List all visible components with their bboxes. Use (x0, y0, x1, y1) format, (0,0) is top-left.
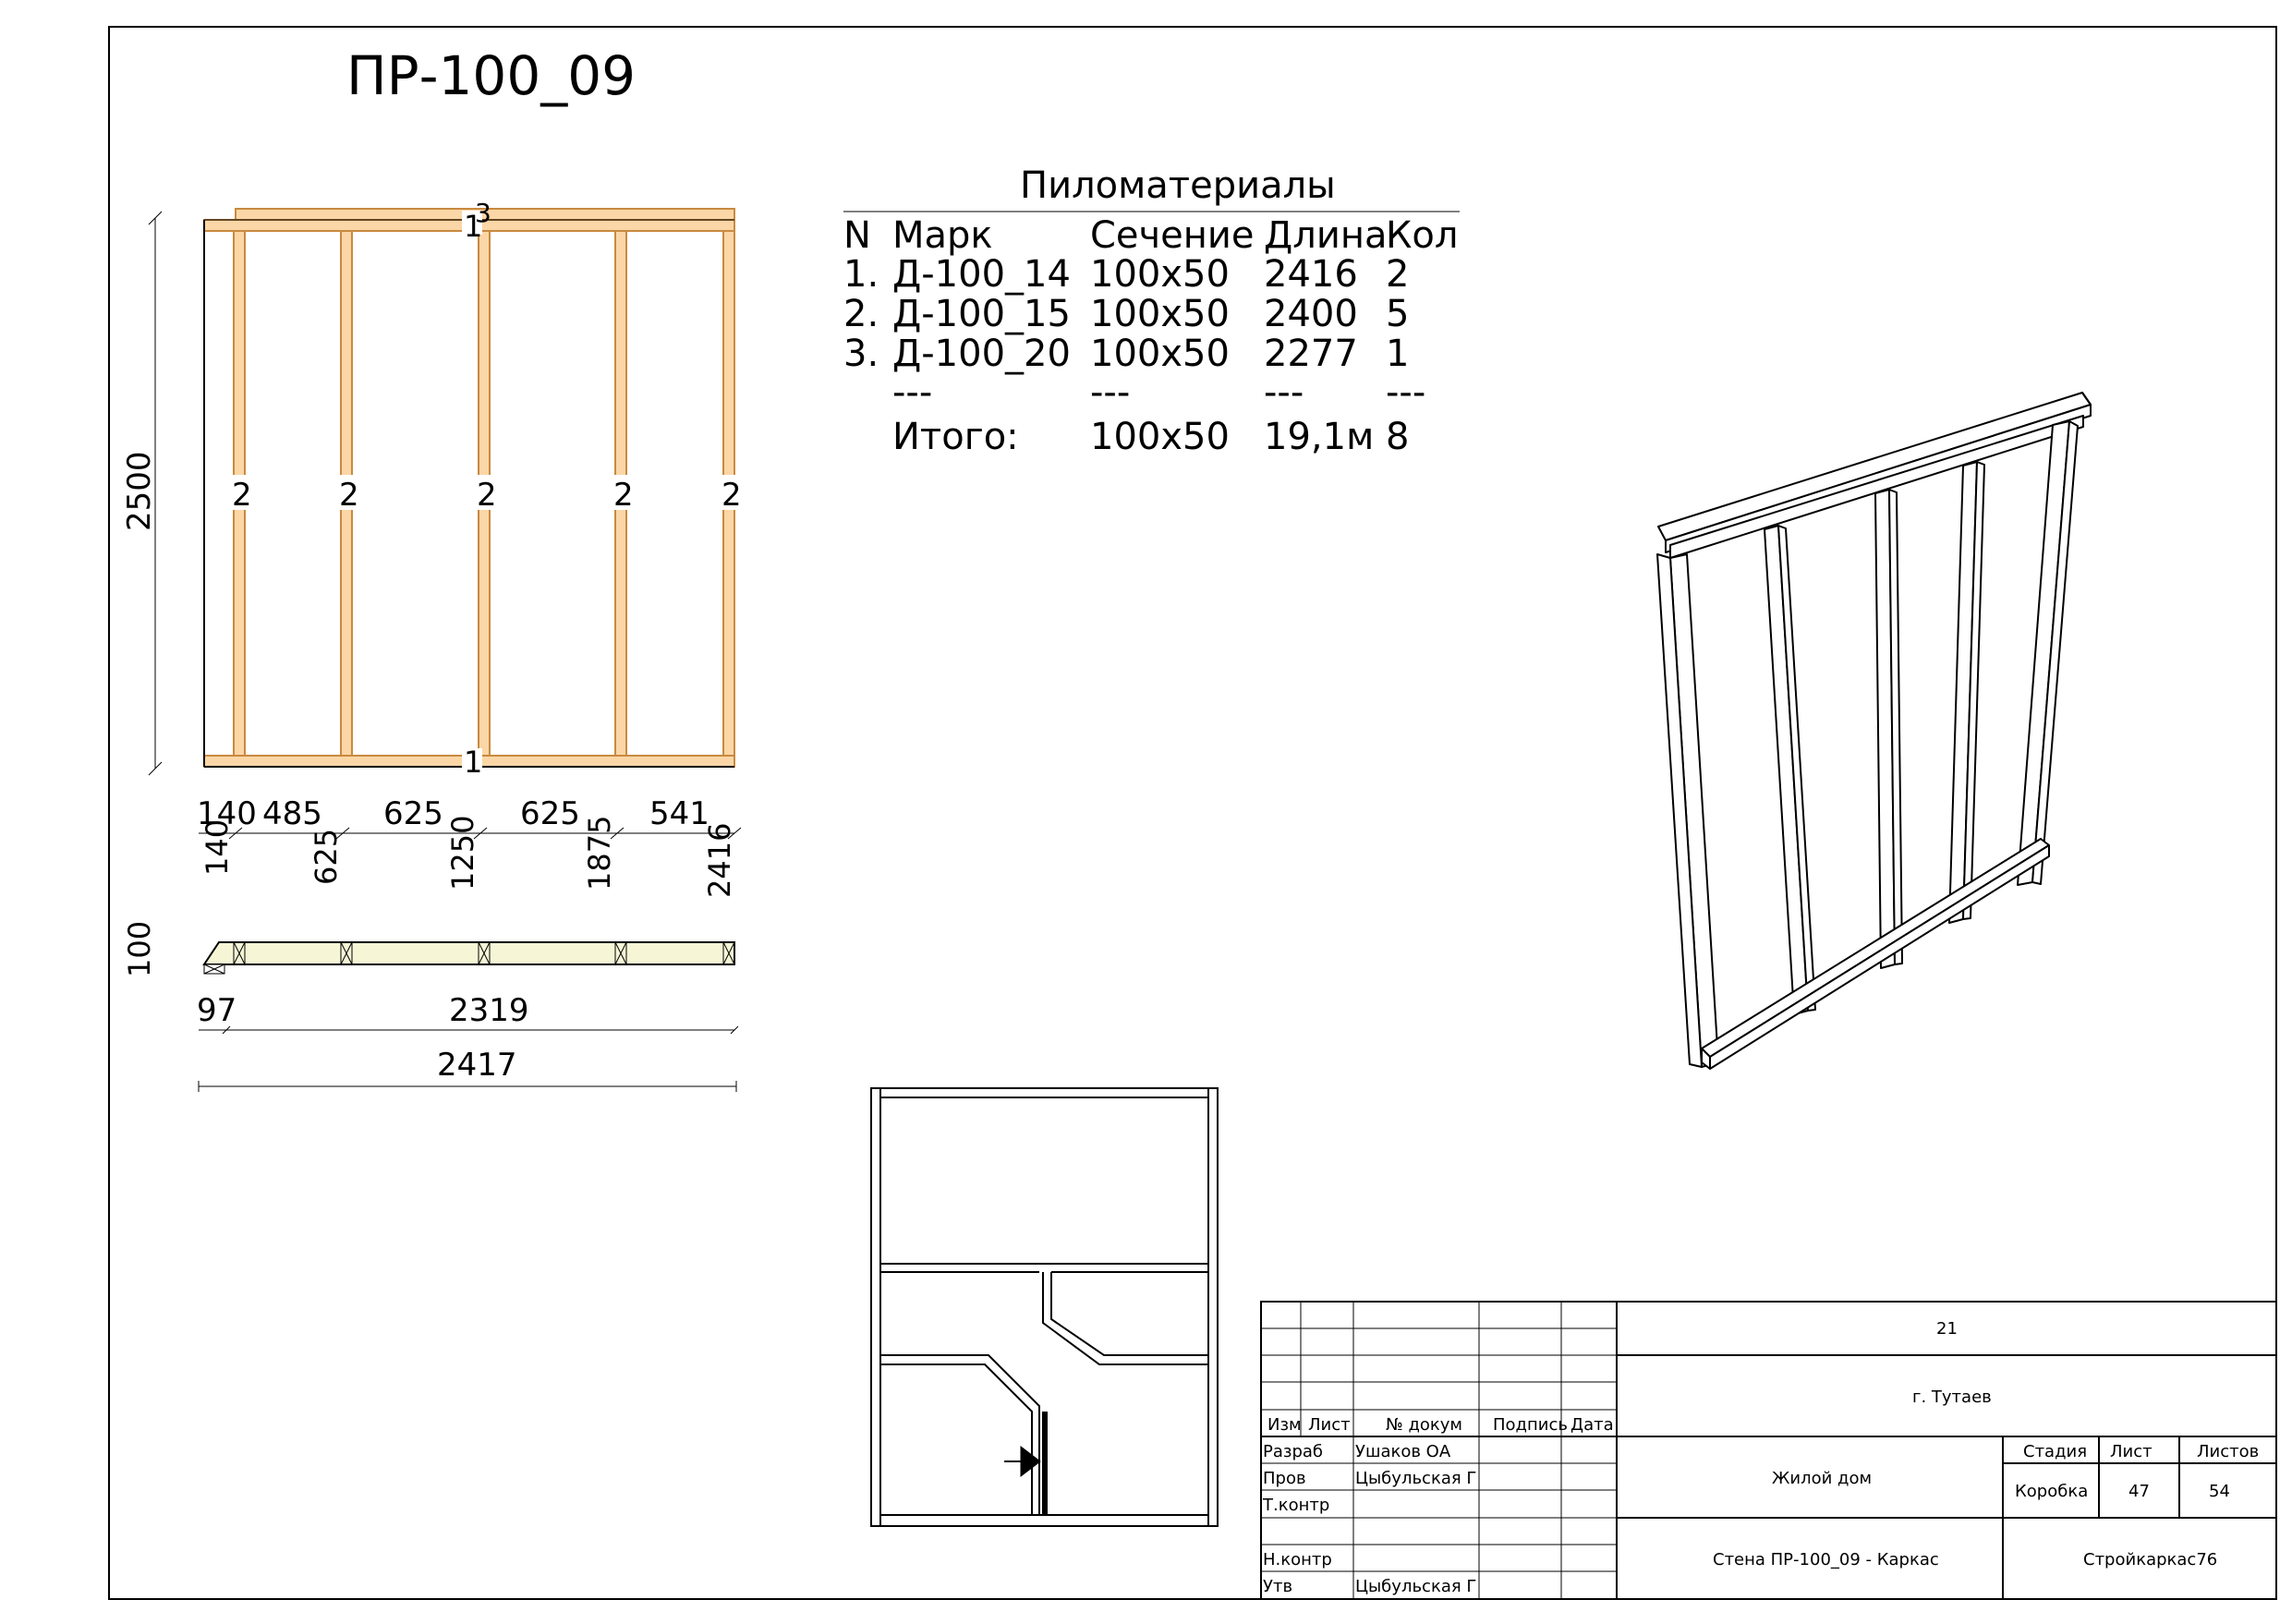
top-plate-label: 1 (464, 209, 483, 244)
section-left-dimension: 97 (197, 992, 237, 1029)
lumber-table-header: Кол (1386, 214, 1459, 257)
lumber-row-n: 1. (843, 253, 879, 296)
spacing-dimension: 541 (649, 795, 709, 832)
tb-col-header: № докум (1386, 1415, 1463, 1435)
lumber-row-length: 2400 (1264, 293, 1358, 335)
spacing-dimension: 140 (197, 795, 257, 832)
frame-plan (121, 198, 742, 898)
stud-label: 2 (722, 477, 742, 514)
tb-company: Стройкаркас76 (2083, 1550, 2218, 1569)
stud-label: 2 (613, 477, 634, 514)
lumber-row-n: 2. (843, 293, 879, 335)
lumber-row-section: 100x50 (1090, 333, 1230, 375)
tb-city: г. Тутаев (1912, 1388, 1992, 1407)
tb-stage: Коробка (2015, 1482, 2089, 1501)
floor-plan-key (871, 1088, 1218, 1526)
sheet-title: ПР-100_09 (346, 44, 637, 107)
lumber-row-qty: 5 (1386, 293, 1410, 335)
lumber-row-qty: 2 (1386, 253, 1410, 296)
section-total-dimension: 2417 (437, 1047, 517, 1084)
spacing-dimension: 625 (383, 795, 443, 832)
tb-code: 21 (1936, 1319, 1958, 1339)
lumber-row-length: 2277 (1264, 333, 1358, 375)
tb-sheets-header: Листов (2197, 1442, 2260, 1461)
lumber-total-label: Итого: (892, 416, 1019, 458)
cumulative-dimension: 1875 (582, 815, 617, 891)
tb-role: Утв (1263, 1577, 1293, 1596)
tb-col-header: Дата (1570, 1415, 1614, 1435)
lumber-separator: --- (1264, 371, 1304, 414)
lumber-separator: --- (1386, 371, 1426, 414)
stud-label: 2 (477, 477, 497, 514)
height-dimension: 2500 (121, 451, 158, 531)
tb-name: Ушаков ОА (1355, 1442, 1451, 1461)
lumber-total-qty: 8 (1386, 416, 1410, 458)
spacing-dimension: 625 (520, 795, 580, 832)
lumber-row-mark: Д-100_15 (892, 293, 1071, 335)
tb-stage-header: Стадия (2023, 1442, 2088, 1461)
title-block-text (1262, 1319, 2259, 1596)
tb-name: Цыбульская Г (1355, 1469, 1477, 1488)
tb-col-header: Изм (1267, 1415, 1302, 1435)
bottom-plate-label: 1 (464, 745, 483, 780)
tb-name: Цыбульская Г (1355, 1577, 1477, 1596)
lumber-row-n: 3. (843, 333, 879, 375)
cumulative-dimension: 625 (309, 828, 344, 885)
lumber-separator: --- (892, 371, 933, 414)
cumulative-dimension: 2416 (702, 822, 737, 898)
lumber-table-title: Пиломатериалы (1020, 164, 1336, 207)
stud-label: 2 (232, 477, 252, 514)
tb-role: Разраб (1263, 1442, 1324, 1461)
tb-sheets-total: 54 (2209, 1482, 2230, 1501)
cumulative-dimension: 1250 (445, 815, 480, 891)
tb-role: Н.контр (1263, 1550, 1332, 1569)
tb-role: Пров (1263, 1469, 1306, 1488)
cumulative-dimension: 140 (200, 818, 235, 876)
section-height-dimension: 100 (122, 920, 157, 977)
lumber-table-header: Марк (892, 214, 993, 257)
lumber-row-length: 2416 (1264, 253, 1358, 296)
lumber-row-section: 100x50 (1090, 293, 1230, 335)
lumber-table-header: Сечение (1090, 214, 1255, 257)
lumber-row-mark: Д-100_20 (892, 333, 1071, 375)
tb-object: Жилой дом (1772, 1469, 1873, 1488)
lumber-total-section: 100x50 (1090, 416, 1230, 458)
tb-col-header: Подпись (1493, 1415, 1568, 1435)
lumber-table (843, 164, 1460, 458)
tb-sheet-header: Лист (2110, 1442, 2153, 1461)
lumber-row-mark: Д-100_14 (892, 253, 1071, 296)
tb-sheet-name: Стена ПР-100_09 - Каркас (1713, 1550, 1939, 1569)
lumber-total-length: 19,1м (1264, 416, 1375, 458)
lumber-table-header: N (843, 214, 871, 257)
section-view (122, 921, 738, 1092)
tb-col-header: Лист (1308, 1415, 1351, 1435)
lumber-table-header: Длина (1264, 214, 1388, 257)
lumber-row-qty: 1 (1386, 333, 1410, 375)
tb-sheet-no: 47 (2128, 1482, 2150, 1501)
stud-label: 2 (339, 477, 359, 514)
lumber-separator: --- (1090, 371, 1131, 414)
spacing-dimension: 485 (262, 795, 322, 832)
tb-role: Т.контр (1263, 1496, 1330, 1515)
top-plate-label: 3 (475, 198, 491, 228)
lumber-row-section: 100x50 (1090, 253, 1230, 296)
section-mid-dimension: 2319 (449, 992, 529, 1029)
isometric-view (1657, 393, 2091, 1069)
